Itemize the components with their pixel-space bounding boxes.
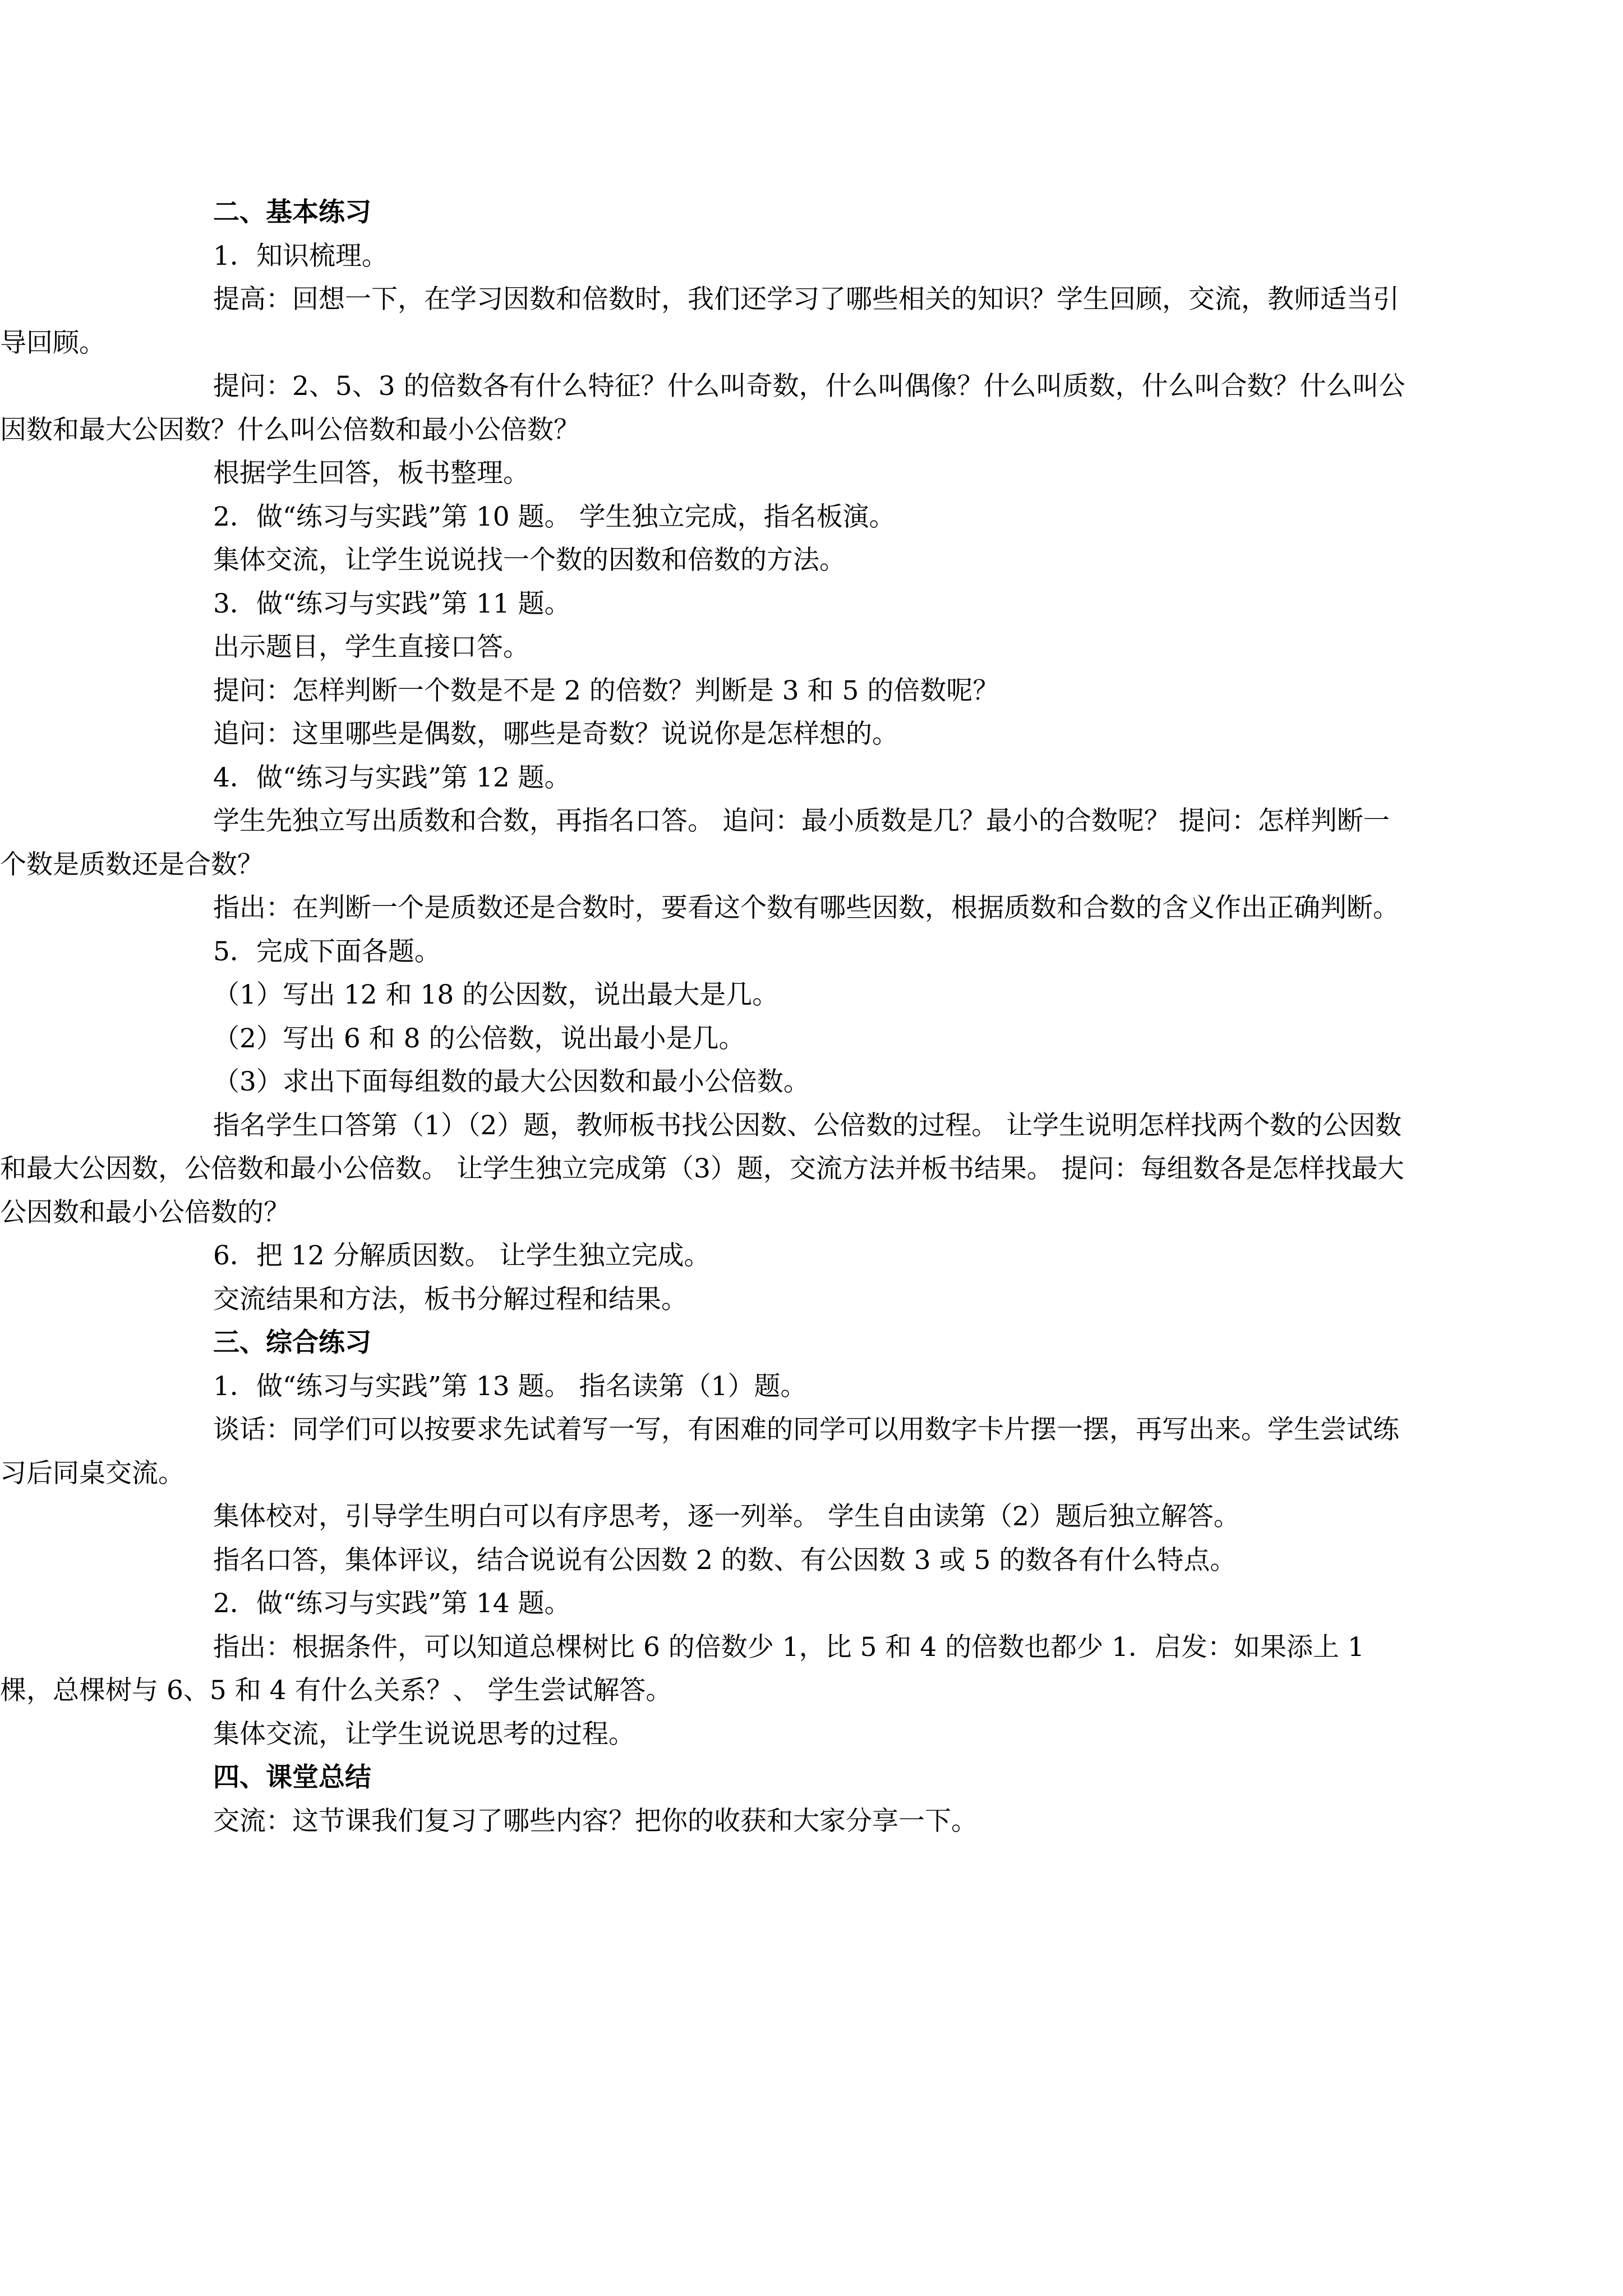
paragraph: 根据学生回答，板书整理。 [213, 458, 529, 489]
paragraph: 集体交流，让学生说说找一个数的因数和倍数的方法。 [213, 545, 846, 576]
list-item: （3）求出下面每组数的最大公因数和最小公倍数。 [213, 1066, 810, 1097]
paragraph: 2．做“练习与实践”第 10 题。 学生独立完成，指名板演。 [213, 501, 896, 532]
paragraph: 5．完成下面各题。 [213, 936, 441, 967]
list-item: （1）写出 12 和 18 的公因数，说出最大是几。 [213, 979, 779, 1010]
document-body [0, 191, 1408, 1843]
paragraph: 提高：回想一下，在学习因数和倍数时，我们还学习了哪些相关的知识？学生回顾，交流，教师适当引导回顾。 [0, 284, 1399, 358]
paragraph: 提问：2、5、3 的倍数各有什么特征？什么叫奇数，什么叫偶像？什么叫质数，什么叫合数？什么叫公因数和最大公因数？什么叫公倍数和最小公倍数？ [0, 371, 1405, 445]
paragraph: 交流：这节课我们复习了哪些内容？把你的收获和大家分享一下。 [213, 1805, 978, 1837]
paragraph: 集体校对，引导学生明白可以有序思考，逐一列举。 学生自由读第（2）题后独立解答。 [213, 1501, 1240, 1532]
paragraph: 出示题目，学生直接口答。 [213, 632, 529, 662]
paragraph: 1．知识梳理。 [213, 240, 388, 272]
paragraph: 3．做“练习与实践”第 11 题。 [213, 588, 571, 619]
list-item: （2）写出 6 和 8 的公倍数，说出最小是几。 [213, 1023, 745, 1054]
paragraph: 集体交流，让学生说说思考的过程。 [213, 1718, 635, 1750]
paragraph: 提问：怎样判断一个数是不是 2 的倍数？判断是 3 和 5 的倍数呢？ [213, 675, 999, 706]
paragraph: 追问：这里哪些是偶数，哪些是奇数？说说你是怎样想的。 [213, 719, 898, 749]
paragraph: 指出：在判断一个是质数还是合数时，要看这个数有哪些因数，根据质数和合数的含义作出正确判断。 [213, 892, 1399, 923]
paragraph: 谈话：同学们可以按要求先试着写一写，有困难的同学可以用数字卡片摆一摆，再写出来。学生尝试练习后同桌交流。 [0, 1414, 1399, 1489]
section-heading-basic-practice: 二、基本练习 [213, 197, 371, 228]
paragraph: 学生先独立写出质数和合数，再指名口答。 追问：最小质数是几？最小的合数呢？ 提问：怎样判断一个数是质数还是合数？ [0, 806, 1390, 880]
paragraph: 6．把 12 分解质因数。 让学生独立完成。 [213, 1240, 711, 1271]
paragraph: 1．做“练习与实践”第 13 题。 指名读第（1）题。 [213, 1370, 807, 1402]
section-heading-class-summary: 四、课堂总结 [213, 1762, 371, 1793]
paragraph: 2．做“练习与实践”第 14 题。 [213, 1588, 571, 1619]
paragraph: 指名学生口答第（1）（2）题，教师板书找公因数、公倍数的过程。 让学生说明怎样找两个数的公因数和最大公因数，公倍数和最小公倍数。 让学生独立完成第（3）题，交流方法并板书结果。 提问：每组数各是怎样找最大公因数和最小公倍数的？ [0, 1110, 1404, 1228]
paragraph: 指名口答，集体评议，结合说说有公因数 2 的数、有公因数 3 或 5 的数各有什么特点。 [213, 1544, 1237, 1576]
paragraph: 指出：根据条件，可以知道总棵树比 6 的倍数少 1，比 5 和 4 的倍数也都少 1．启发：如果添上 1 棵，总棵树与 6、5 和 4 有什么关系？、 学生尝试解答。 [0, 1631, 1364, 1706]
paragraph: 4．做“练习与实践”第 12 题。 [213, 762, 571, 793]
section-heading-comprehensive-practice: 三、综合练习 [213, 1327, 371, 1358]
paragraph: 交流结果和方法，板书分解过程和结果。 [213, 1283, 688, 1315]
